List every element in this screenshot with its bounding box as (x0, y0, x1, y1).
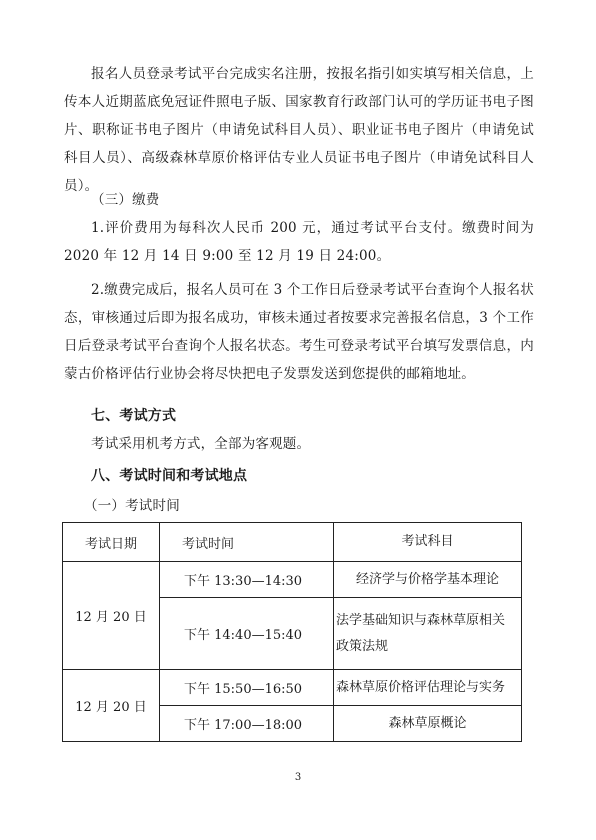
header-exam-subject: 考试科目 (334, 523, 522, 562)
header-exam-time: 考试时间 (160, 523, 334, 562)
table-header-row (63, 523, 522, 562)
paragraph-payment-completion: 2.缴费完成后，报名人员可在 3 个工作日后登录考试平台查询个人报名状态，审核通过后即为报名成功，审核未通过者按要求完善报名信息，3 个工作日后登录考试平台查询个人报名状态。考生可登录考试平台填写发票信息，内蒙古价格评估行业协会将尽快把电子发票发送到您提供的邮箱地址。 (64, 282, 534, 382)
cell-date: 12 月 20 日 (63, 670, 160, 742)
table-row (63, 670, 522, 706)
paragraph-payment-fee: 1.评价费用为每科次人民币 200 元，通过考试平台支付。缴费时间为 2020 年 12 月 14 日 9:00 至 12 月 19 日 24:00。 (64, 220, 534, 264)
cell-subject: 经济学与价格学基本理论 (334, 562, 522, 598)
paragraph-registration: 报名人员登录考试平台完成实名注册，按报名指引如实填写相关信息，上传本人近期蓝底免冠证件照电子版、国家教育行政部门认可的学历证书电子图片、职称证书电子图片（申请免试科目人员）、职业证书电子图片（申请免试科目人员）、高级森林草原价格评估专业人员证书电子图片（申请免试科目人员）。 (64, 66, 534, 194)
cell-time: 下午 13:30—14:30 (160, 562, 334, 598)
cell-subject: 法学基础知识与森林草原相关政策法规 (334, 598, 522, 670)
cell-date: 12 月 20 日 (63, 562, 160, 670)
section-payment-title: （三）缴费 (91, 192, 160, 208)
cell-time: 下午 14:40—15:40 (160, 598, 334, 670)
page-number: 3 (294, 772, 302, 783)
exam-schedule-table (62, 522, 522, 742)
heading-exam-method: 七、考试方式 (91, 408, 177, 424)
cell-time: 下午 17:00—18:00 (160, 706, 334, 742)
table-row (63, 562, 522, 598)
cell-subject: 森林草原价格评估理论与实务 (334, 670, 522, 706)
heading-exam-time-place: 八、考试时间和考试地点 (91, 468, 248, 484)
section-exam-time-title: （一）考试时间 (84, 498, 180, 514)
cell-time: 下午 15:50—16:50 (160, 670, 334, 706)
cell-subject: 森林草原概论 (334, 706, 522, 742)
header-exam-date: 考试日期 (63, 523, 160, 562)
paragraph-exam-method: 考试采用机考方式，全部为客观题。 (91, 436, 311, 452)
